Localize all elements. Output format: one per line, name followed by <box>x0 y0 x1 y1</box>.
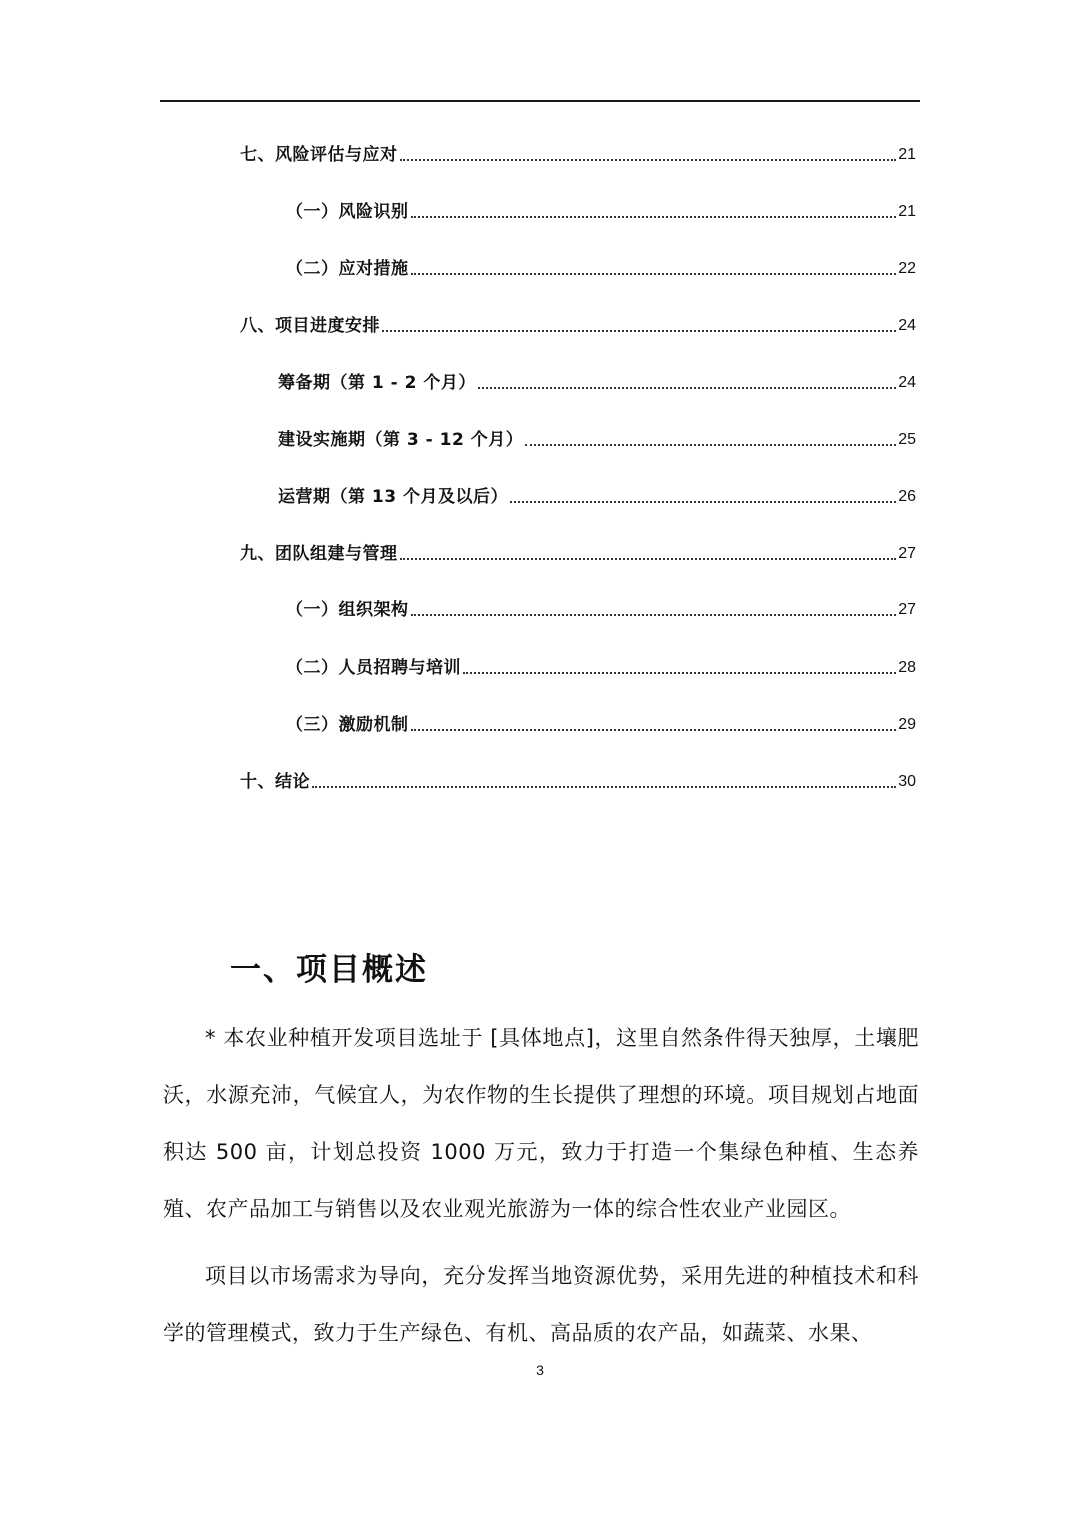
section-heading: 一、项目概述 <box>230 952 428 988</box>
toc-entry-page: 27 <box>898 601 916 618</box>
toc-entry[interactable] <box>240 136 916 166</box>
toc-dot-leader <box>510 501 896 503</box>
toc-dot-leader <box>411 614 897 616</box>
toc-dot-leader <box>478 387 896 389</box>
toc-entry-page: 28 <box>898 659 916 676</box>
toc-entry-label: 建设实施期（第 3 - 12 个月） <box>278 430 524 450</box>
body-paragraph: 项目以市场需求为导向，充分发挥当地资源优势，采用先进的种植技术和科学的管理模式，致力于生产绿色、有机、高品质的农产品，如蔬菜、水果、 <box>163 1264 919 1345</box>
toc-entry-label: （三）激励机制 <box>286 715 409 735</box>
toc-entry-label: 九、团队组建与管理 <box>240 544 398 564</box>
header-rule <box>160 100 920 102</box>
toc-entry-page: 21 <box>898 203 916 220</box>
toc-entry[interactable] <box>278 421 916 451</box>
toc-dot-leader <box>400 558 897 560</box>
toc-entry[interactable] <box>286 591 916 621</box>
toc-entry-page: 21 <box>898 146 916 163</box>
toc-entry-page: 24 <box>898 374 916 391</box>
toc-entry-label: （一）风险识别 <box>286 202 409 222</box>
toc-entry[interactable] <box>240 535 916 565</box>
toc-entry[interactable] <box>240 307 916 337</box>
toc-dot-leader <box>400 159 897 161</box>
toc-entry-label: 八、项目进度安排 <box>240 316 380 336</box>
toc-dot-leader <box>382 330 896 332</box>
toc-entry-page: 30 <box>898 773 916 790</box>
toc-entry-page: 26 <box>898 488 916 505</box>
toc-entry-page: 24 <box>898 317 916 334</box>
toc-dot-leader <box>411 729 897 731</box>
toc-entry-page: 22 <box>898 260 916 277</box>
toc-dot-leader <box>463 672 896 674</box>
toc-entry[interactable] <box>240 763 916 793</box>
toc-entry-label: 十、结论 <box>240 772 310 792</box>
toc-entry-page: 29 <box>898 716 916 733</box>
toc-dot-leader <box>312 786 896 788</box>
page-number: 3 <box>536 1362 544 1378</box>
toc-entry-label: （二）应对措施 <box>286 259 409 279</box>
body-paragraph: * 本农业种植开发项目选址于 [具体地点]，这里自然条件得天独厚，土壤肥沃，水源充沛，气候宜人，为农作物的生长提供了理想的环境。项目规划占地面积达 500 亩，计划总投资 1000 万元，致力于打造一个集绿色种植、生态养殖、农产品加工与销售以及农业观光旅游为一体的综合性农业产业园区。 <box>163 1026 919 1221</box>
toc-entry-label: （二）人员招聘与培训 <box>286 658 461 678</box>
toc-entry-page: 27 <box>898 545 916 562</box>
toc-dot-leader <box>411 216 897 218</box>
toc-entry[interactable] <box>286 193 916 223</box>
toc-entry[interactable] <box>286 706 916 736</box>
toc-dot-leader <box>525 444 896 446</box>
toc-dot-leader <box>411 273 897 275</box>
toc-entry[interactable] <box>278 364 916 394</box>
toc-entry[interactable] <box>286 250 916 280</box>
toc-entry-page: 25 <box>898 431 916 448</box>
toc-entry-label: 筹备期（第 1 - 2 个月） <box>278 373 476 393</box>
toc-entry[interactable] <box>286 649 916 679</box>
toc-entry-label: （一）组织架构 <box>286 600 409 620</box>
toc-entry-label: 七、风险评估与应对 <box>240 145 398 165</box>
toc-entry[interactable] <box>278 478 916 508</box>
toc-entry-label: 运营期（第 13 个月及以后） <box>278 487 508 507</box>
